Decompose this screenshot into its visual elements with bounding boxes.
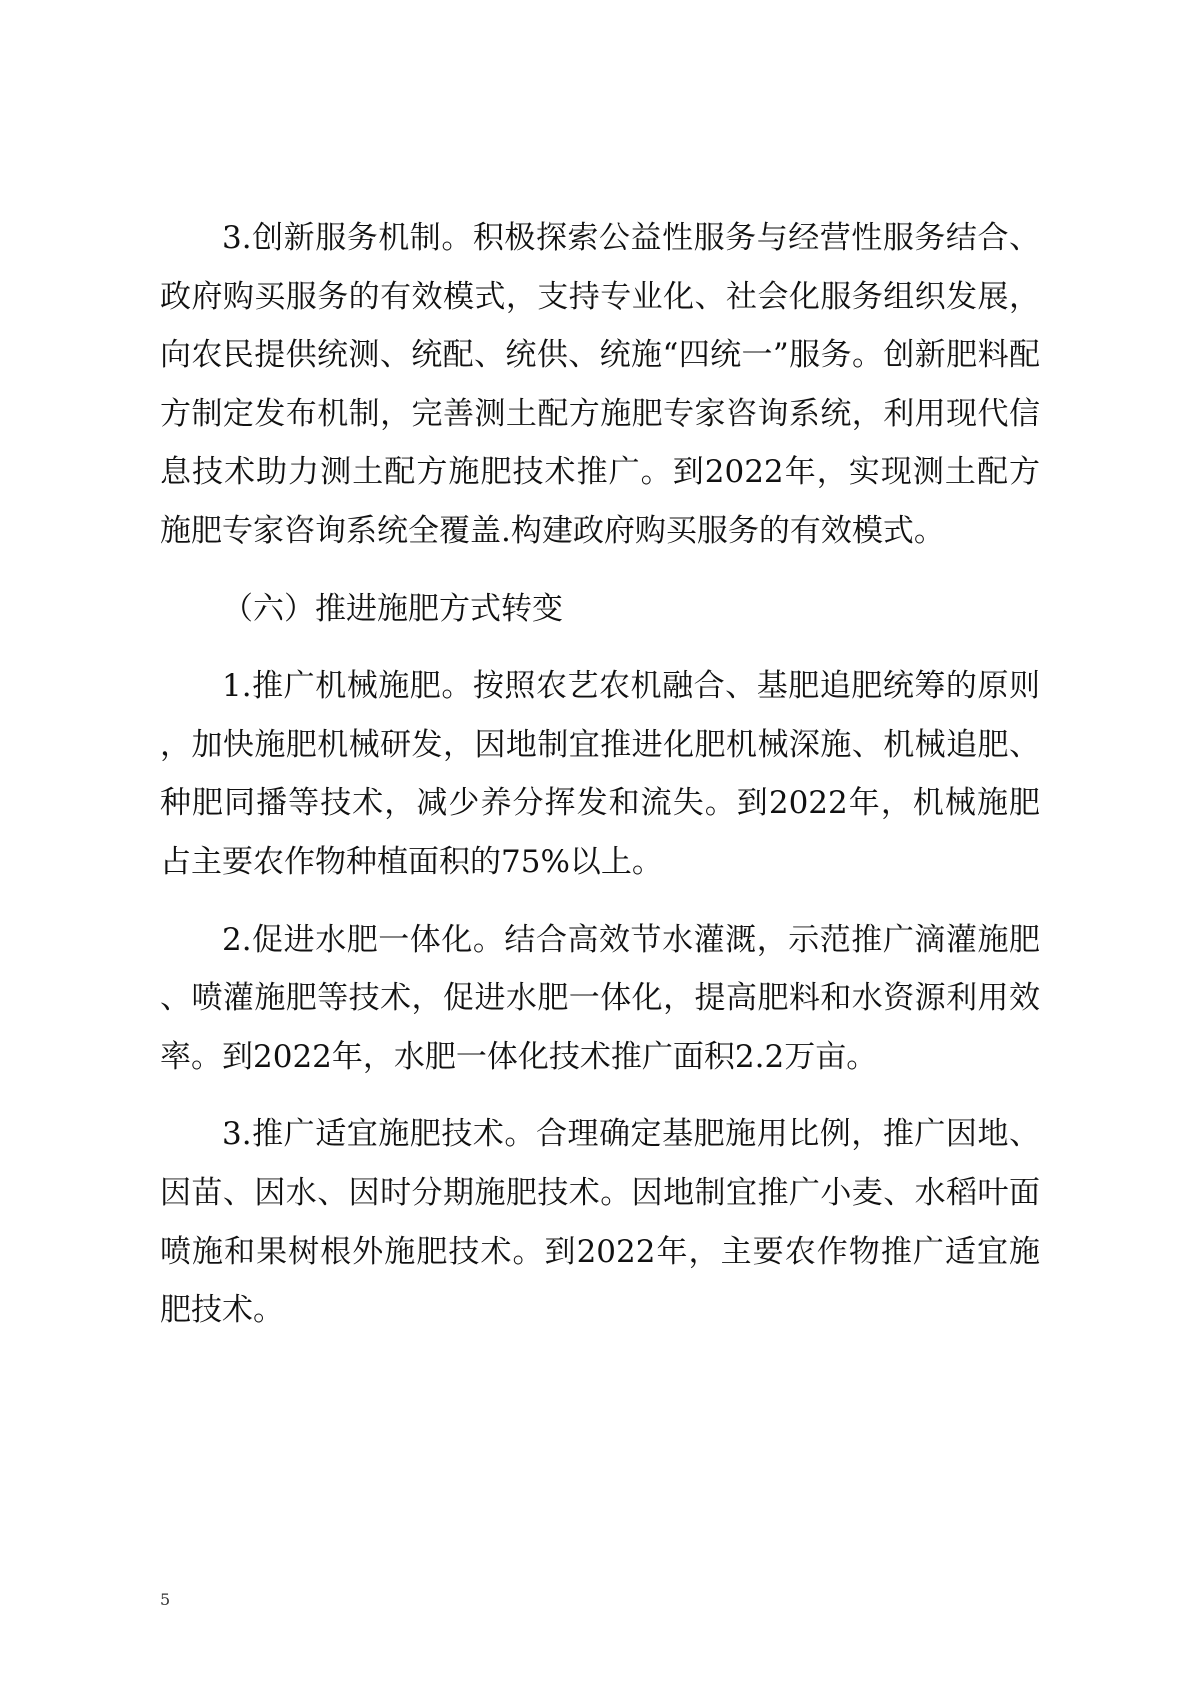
paragraph-suitable-fertilization: 3.推广适宜施肥技术。合理确定基肥施用比例，推广因地、因苗、因水、因时分期施肥技术。因地制宜推广小麦、水稻叶面喷施和果树根外施肥技术。到2022年，主要农作物推广适宜施肥技术。 (160, 1116, 1040, 1329)
document-body (160, 209, 1040, 1340)
paragraph-water-fertilizer-integration: 2.促进水肥一体化。结合高效节水灌溉，示范推广滴灌施肥、喷灌施肥等技术，促进水肥一体化，提高肥料和水资源利用效率。到2022年，水肥一体化技术推广面积2.2万亩。 (160, 921, 1040, 1075)
paragraph-mechanical-fertilization: 1.推广机械施肥。按照农艺农机融合、基肥追肥统筹的原则，加快施肥机械研发，因地制宜推进化肥机械深施、机械追肥、种肥同播等技术，减少养分挥发和流失。到2022年，机械施肥占主要农作物种植面积的75%以上。 (160, 668, 1040, 880)
paragraph-innovate-service-mechanism: 3.创新服务机制。积极探索公益性服务与经营性服务结合、政府购买服务的有效模式，支持专业化、社会化服务组织发展，向农民提供统测、统配、统供、统施“四统一”服务。创新肥料配方制定发布机制，完善测土配方施肥专家咨询系统，利用现代信息技术助力测土配方施肥技术推广。到2022年，实现测土配方施肥专家咨询系统全覆盖.构建政府购买服务的有效模式。 (160, 220, 1040, 549)
page-number: 5 (160, 1590, 171, 1609)
section-heading-fertilization-method: （六）推进施肥方式转变 (222, 590, 563, 627)
